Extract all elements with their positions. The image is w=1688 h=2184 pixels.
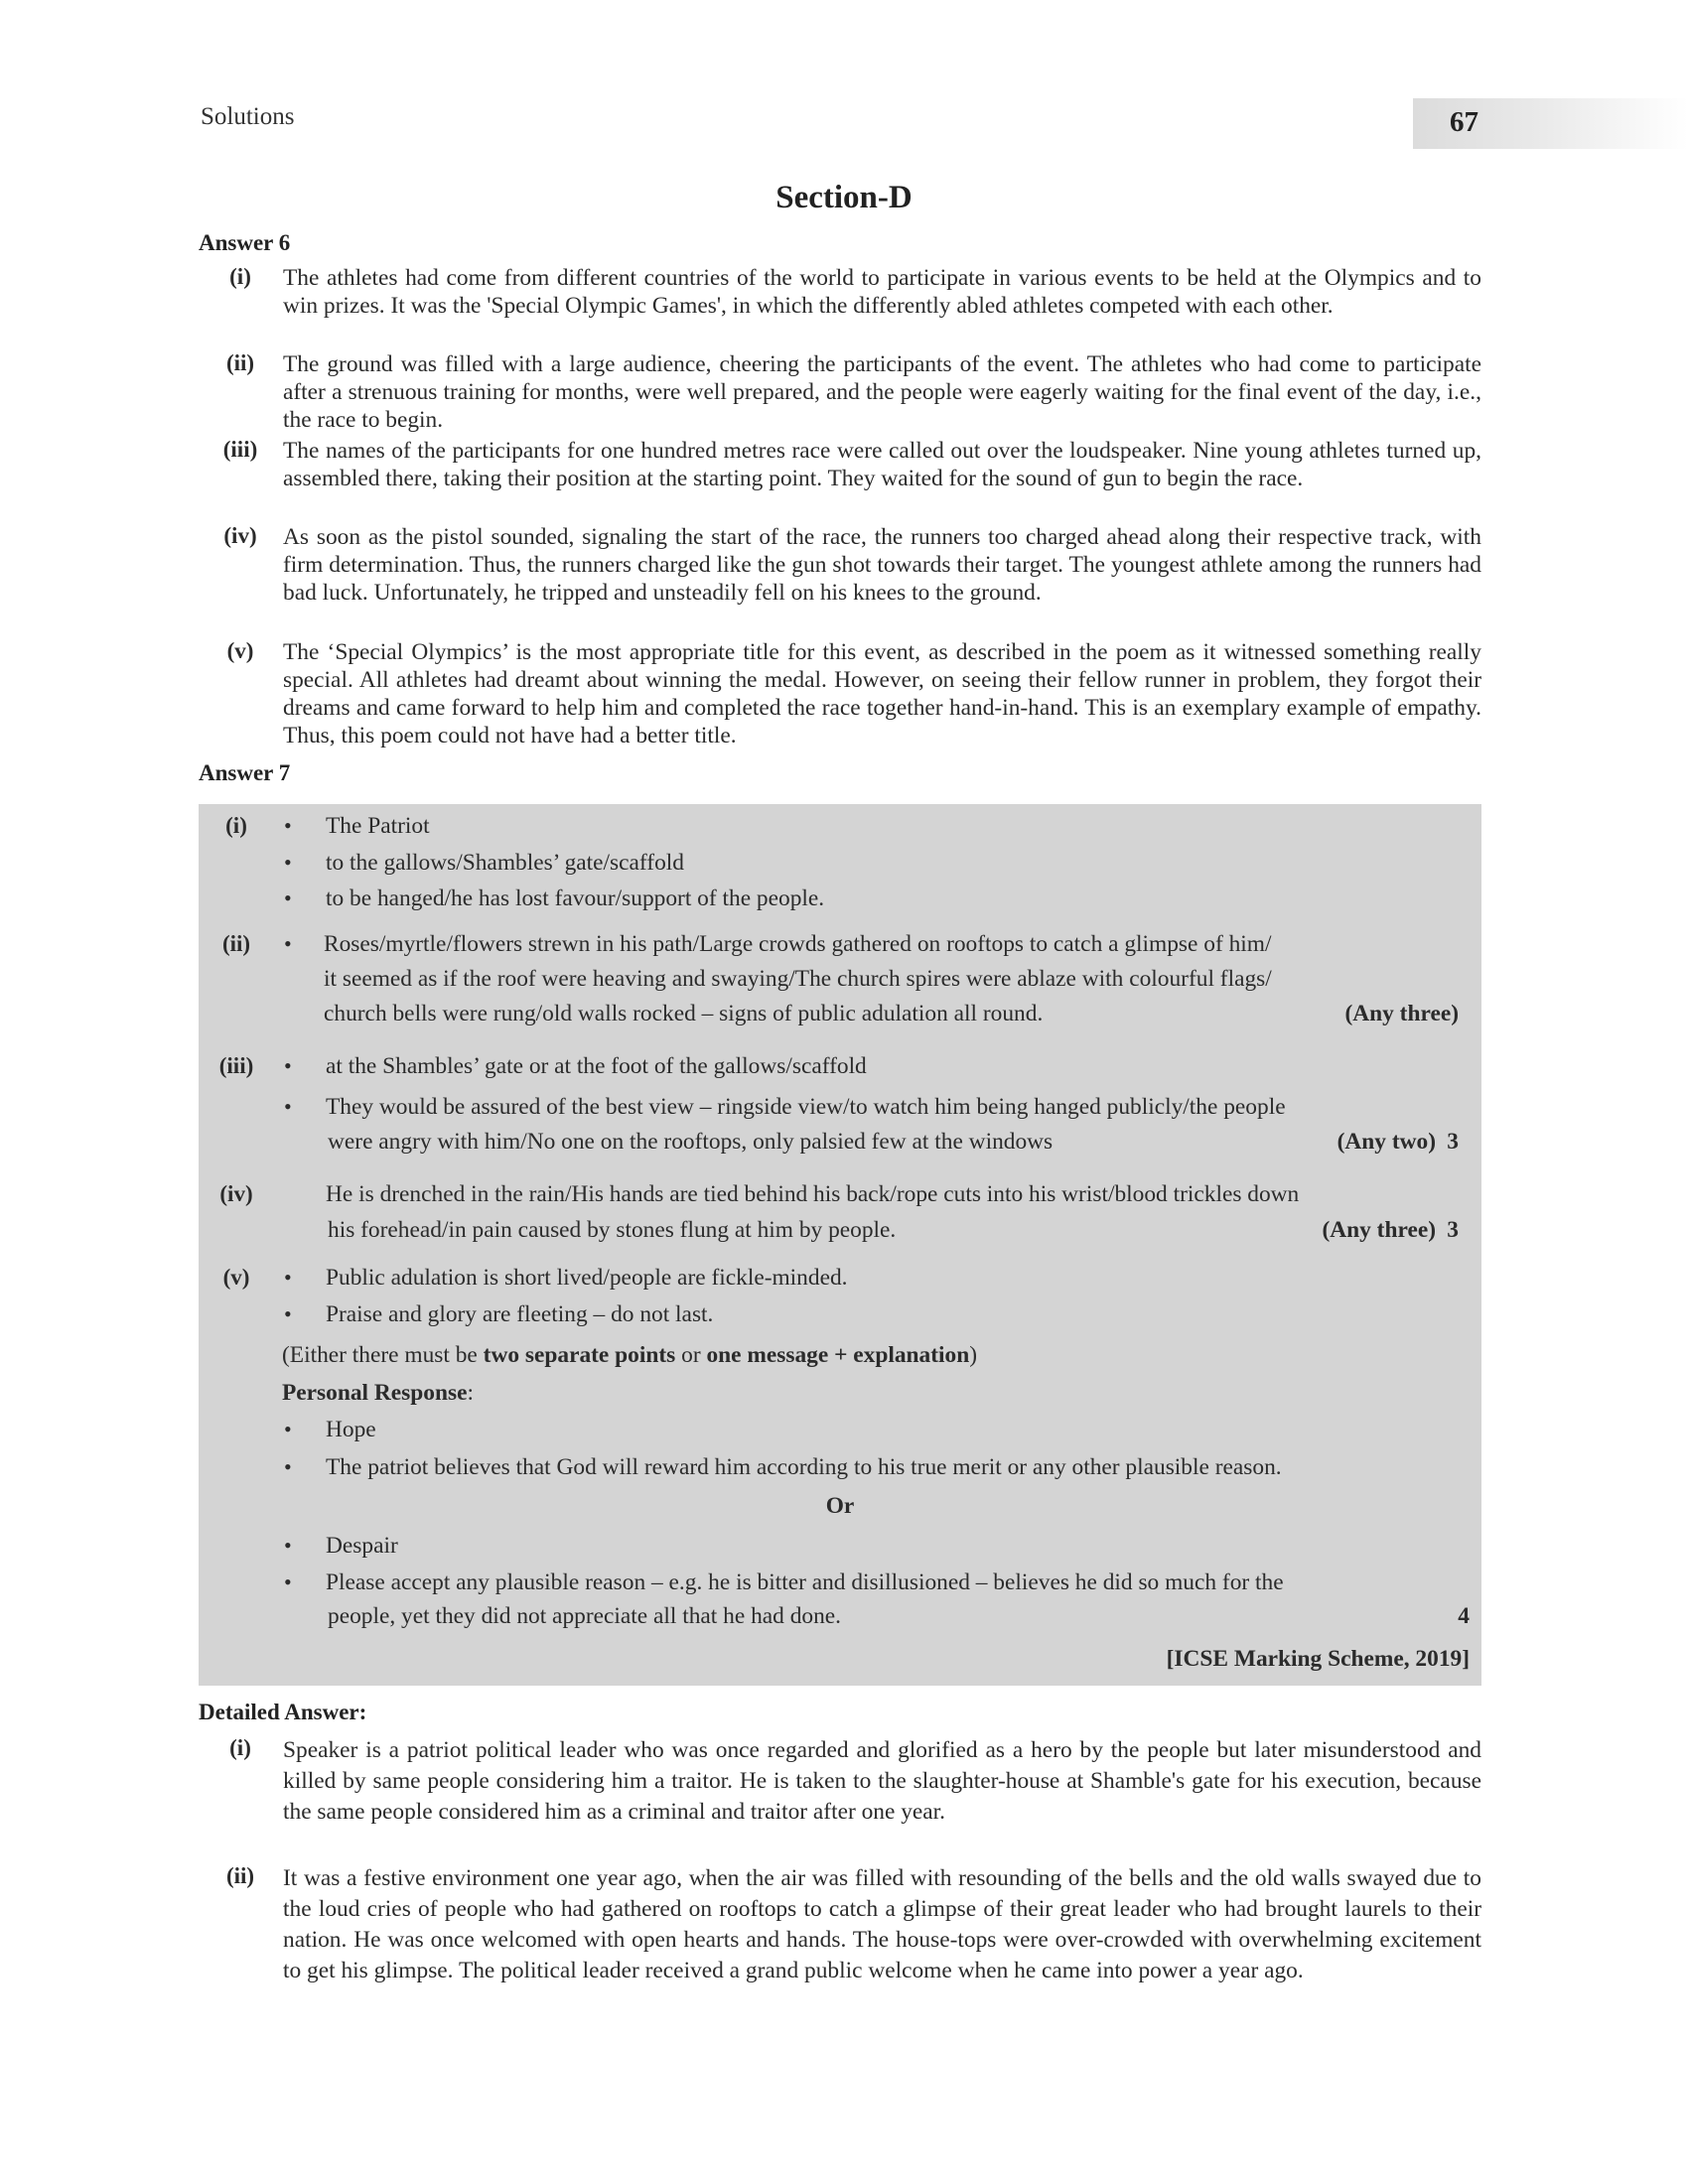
scheme-line: The patriot believes that God will reward him according to his true merit or any other plausible reason.: [326, 1454, 1282, 1480]
item-text: The ‘Special Olympics’ is the most appropriate title for this event, as described in the poem as it witnessed something really special. All athletes had dreamt about winning the medal. However, on seeing their fellow runner in problem, they forgot their dreams and came forward to help him and completed the race together hand-in-hand. This is an exemplary example of empathy. Thus, this poem could not have had a better title.: [283, 639, 1481, 749]
marks-label: (Any three): [1344, 1001, 1459, 1026]
score-label: 4: [1458, 1603, 1470, 1629]
item-number: (v): [226, 638, 254, 663]
detailed-item-i: [211, 1735, 1481, 1828]
bullet: •: [284, 813, 292, 838]
bullet: •: [284, 850, 292, 875]
answer-6-item-iii: [211, 437, 1481, 492]
scheme-line: his forehead/in pain caused by stones flung at him by people.: [328, 1217, 897, 1243]
scheme-line: to the gallows/Shambles’ gate/scaffold: [326, 850, 684, 876]
answer-6-item-i: [211, 264, 1481, 320]
scheme-line: Please accept any plausible reason – e.g. he is bitter and disillusioned – believes he did so much for the: [326, 1570, 1284, 1595]
item-number: (iv): [223, 523, 257, 548]
scheme-line: at the Shambles’ gate or at the foot of the gallows/scaffold: [326, 1053, 867, 1079]
bullet: •: [284, 1570, 292, 1594]
item-number: (ii): [225, 350, 255, 375]
bullet: •: [284, 931, 292, 956]
item-text: Speaker is a patriot political leader who was once regarded and glorified as a hero by the people but later misunderstood and killed by same people considering him a traitor. He is taken to the slaughter-house at Shamble's gate for his execution, because the same people considered him as a criminal and traitor after one year.: [283, 1737, 1481, 1825]
scheme-line: Roses/myrtle/flowers strewn in his path/Large crowds gathered on rooftops to catch a glimpse of him/: [324, 931, 1272, 957]
scheme-line: Hope: [326, 1417, 376, 1442]
item-text: The names of the participants for one hundred metres race were called out over the loudspeaker. Nine young athletes turned up, assembled there, taking their position at the starting point. They waited for the sound of gun to begin the race.: [283, 438, 1481, 491]
item-number: (i): [229, 1735, 251, 1760]
scheme-line: They would be assured of the best view – ringside view/to watch him being hanged publicly/the people: [326, 1094, 1286, 1120]
or-divider: Or: [825, 1493, 855, 1519]
scheme-item-number: (ii): [221, 931, 251, 956]
bullet: •: [284, 1454, 292, 1479]
detailed-answer-heading: Detailed Answer:: [199, 1700, 367, 1724]
bullet: •: [284, 1265, 292, 1290]
answer-6-item-ii: [211, 350, 1481, 434]
scheme-line: The Patriot: [326, 813, 430, 839]
marks-label: (Any three): [1322, 1217, 1436, 1243]
bullet: •: [284, 886, 292, 910]
item-text: The ground was filled with a large audience, cheering the participants of the event. The athletes who had come to participate after a strenuous training for months, were well prepared, and the people were eagerly waiting for the final event of the day, i.e., the race to begin.: [283, 351, 1481, 433]
running-head: Solutions: [201, 103, 295, 130]
bullet: •: [284, 1053, 292, 1078]
item-text: As soon as the pistol sounded, signaling the start of the race, the runners too charged ahead along their respective track, with firm determination. Thus, the runners charged like the gun shot towards their target. The youngest athlete among the runners had bad luck. Unfortunately, he tripped and unsteadily fell on his knees to the ground.: [283, 524, 1481, 606]
scheme-item-number: (iii): [218, 1053, 254, 1078]
scheme-item-number: (iv): [219, 1181, 253, 1206]
answer-6-item-iv: [211, 523, 1481, 607]
bullet: •: [284, 1533, 292, 1558]
item-number: (iii): [222, 437, 258, 462]
scheme-line: Despair: [326, 1533, 398, 1559]
answer-6-item-v: [211, 638, 1481, 750]
scheme-item-number: (i): [225, 813, 247, 838]
scheme-line: to be hanged/he has lost favour/support of the people.: [326, 886, 825, 911]
score-label: 3: [1447, 1217, 1459, 1243]
item-text: The athletes had come from different countries of the world to participate in various events to be held at the Olympics and to win prizes. It was the 'Special Olympic Games', in which the differently abled athletes competed with each other.: [283, 265, 1481, 319]
item-number: (i): [229, 264, 251, 289]
scheme-line: He is drenched in the rain/His hands are tied behind his back/rope cuts into his wrist/blood trickles down: [326, 1181, 1300, 1207]
page-number: 67: [1450, 106, 1478, 138]
section-title: Section-D: [775, 180, 913, 215]
scheme-line: it seemed as if the roof were heaving and swaying/The church spires were ablaze with colourful flags/: [324, 966, 1272, 992]
bullet: •: [284, 1417, 292, 1441]
bullet: •: [284, 1094, 292, 1119]
personal-response-label: Personal Response:: [282, 1380, 474, 1406]
scheme-line: church bells were rung/old walls rocked – signs of public adulation all round.: [324, 1001, 1044, 1026]
marks-label: (Any two): [1336, 1129, 1436, 1155]
detailed-item-ii: [211, 1863, 1481, 1986]
answer-6-heading: Answer 6: [199, 230, 291, 255]
scheme-line: were angry with him/No one on the rooftops, only palsied few at the windows: [328, 1129, 1054, 1155]
item-text: It was a festive environment one year ago, when the air was filled with resounding of the bells and the old walls swayed due to the loud cries of people who had gathered on rooftops to catch a glimpse of their great leader who had brought laurels to their nation. He was once welcomed with open hearts and hands. The house-tops were over-crowded with overwhelming excitement to get his glimpse. The political leader received a grand public welcome when he came into power a year ago.: [283, 1865, 1481, 1983]
answer-7-heading: Answer 7: [199, 760, 291, 785]
bullet: •: [284, 1301, 292, 1326]
source-citation: [ICSE Marking Scheme, 2019]: [1166, 1646, 1470, 1672]
marking-scheme-box: [199, 804, 1481, 1686]
scheme-line: Public adulation is short lived/people are fickle-minded.: [326, 1265, 848, 1291]
scheme-note: (Either there must be two separate points or one message + explanation): [282, 1342, 978, 1368]
scheme-line: Praise and glory are fleeting – do not last.: [326, 1301, 714, 1327]
scheme-item-number: (v): [222, 1265, 250, 1290]
item-number: (ii): [225, 1863, 255, 1888]
scheme-line: people, yet they did not appreciate all that he had done.: [328, 1603, 842, 1629]
score-label: 3: [1447, 1129, 1459, 1155]
